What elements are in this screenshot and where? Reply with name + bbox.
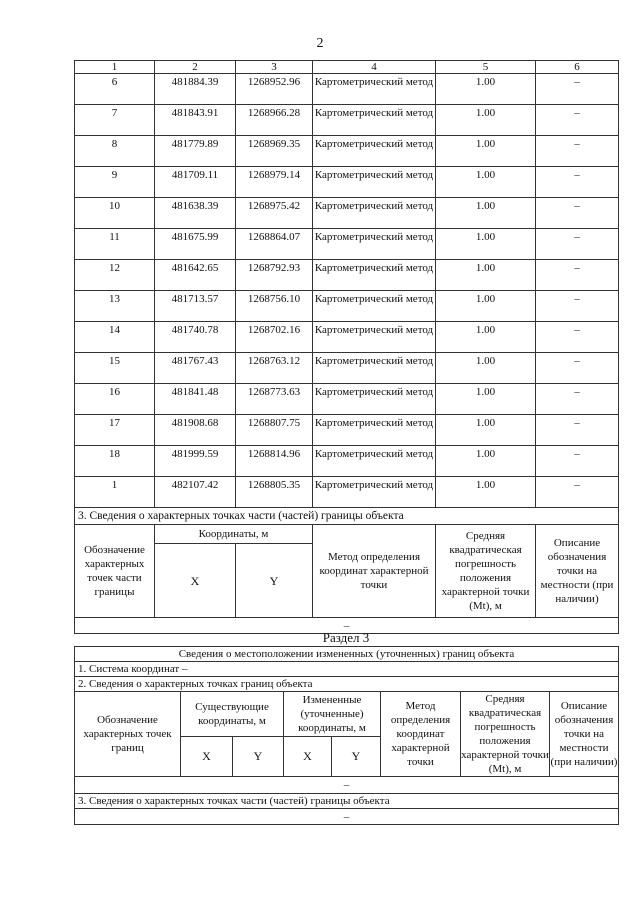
- point-number: 8: [75, 136, 155, 167]
- point-number: 6: [75, 74, 155, 105]
- table-row: [75, 291, 619, 322]
- coord-y: 1268969.35: [236, 136, 313, 167]
- header-description: Описание обозначения точки на местности (при наличии): [550, 692, 619, 777]
- point-number: 12: [75, 260, 155, 291]
- accuracy-cell: 1.00: [436, 260, 536, 291]
- description-cell: –: [536, 322, 619, 353]
- method-cell: Картометрический метод: [313, 74, 436, 105]
- section-title: Раздел 3: [322, 630, 370, 645]
- coord-y: 1268807.75: [236, 415, 313, 446]
- description-cell: –: [536, 229, 619, 260]
- header-point-name: Обозначение характерных точек части границы: [75, 525, 155, 618]
- column-number: 5: [436, 61, 536, 74]
- accuracy-cell: 1.00: [436, 477, 536, 508]
- method-cell: Картометрический метод: [313, 322, 436, 353]
- accuracy-cell: 1.00: [436, 322, 536, 353]
- description-cell: –: [536, 384, 619, 415]
- header-changed-coords: Измененные (уточненные) координаты, м: [284, 692, 381, 737]
- column-number: 3: [236, 61, 313, 74]
- header-description: Описание обозначения точки на местности (при наличии): [536, 525, 619, 618]
- coordinate-system-line: 1. Система координат –: [75, 662, 619, 677]
- method-cell: Картометрический метод: [313, 260, 436, 291]
- point-number: 16: [75, 384, 155, 415]
- method-cell: Картометрический метод: [313, 105, 436, 136]
- coord-x: 481999.59: [155, 446, 236, 477]
- header-accuracy: Средняя квадратическая погрешность положения характерной точки (Mt), м: [461, 693, 549, 775]
- table-row: [75, 415, 619, 446]
- point-number: 13: [75, 291, 155, 322]
- coord-x: 481767.43: [155, 353, 236, 384]
- column-number: 6: [536, 61, 619, 74]
- coord-y: 1268756.10: [236, 291, 313, 322]
- coord-x: 482107.42: [155, 477, 236, 508]
- method-cell: Картометрический метод: [313, 415, 436, 446]
- boundary-points-body: [75, 61, 619, 508]
- accuracy-cell: 1.00: [436, 167, 536, 198]
- point-number: 18: [75, 446, 155, 477]
- point-number: 1: [75, 477, 155, 508]
- coord-y: 1268805.35: [236, 477, 313, 508]
- description-cell: –: [536, 477, 619, 508]
- table-row: [75, 229, 619, 260]
- accuracy-cell: 1.00: [436, 446, 536, 477]
- table-row: [75, 167, 619, 198]
- part-points-block: [75, 508, 619, 634]
- header-point-name: Обозначение характерных точек границ: [75, 692, 181, 777]
- accuracy-cell: 1.00: [436, 353, 536, 384]
- table-row: [75, 384, 619, 415]
- coord-x: 481740.78: [155, 322, 236, 353]
- coord-y: 1268773.63: [236, 384, 313, 415]
- accuracy-cell: 1.00: [436, 229, 536, 260]
- description-cell: –: [536, 260, 619, 291]
- accuracy-cell: 1.00: [436, 291, 536, 322]
- table-row: [75, 136, 619, 167]
- coord-y: 1268792.93: [236, 260, 313, 291]
- table-row: [75, 74, 619, 105]
- method-cell: Картометрический метод: [313, 291, 436, 322]
- method-cell: Картометрический метод: [313, 198, 436, 229]
- table-row: [75, 322, 619, 353]
- column-number: 1: [75, 61, 155, 74]
- point-number: 15: [75, 353, 155, 384]
- changed-boundaries-title: Сведения о местоположении измененных (уточненных) границ объекта: [75, 647, 619, 662]
- column-number: 4: [313, 61, 436, 74]
- coord-y: 1268864.07: [236, 229, 313, 260]
- header-method: Метод определения координат характерной точки: [313, 525, 436, 618]
- boundary-points-table: [74, 60, 619, 634]
- coord-x: 481841.48: [155, 384, 236, 415]
- point-number: 10: [75, 198, 155, 229]
- column-number: 2: [155, 61, 236, 74]
- empty-mark: –: [75, 777, 619, 794]
- empty-mark: –: [75, 809, 619, 825]
- header-existing-y: Y: [233, 736, 284, 776]
- coord-x: 481642.65: [155, 260, 236, 291]
- column-number-row: [75, 61, 619, 74]
- description-cell: –: [536, 291, 619, 322]
- header-changed-x: X: [284, 736, 332, 776]
- part-points-title: 3. Сведения о характерных точках части (частей) границы объекта: [75, 508, 619, 525]
- header-existing-coords: Существующие координаты, м: [181, 692, 284, 737]
- accuracy-cell: 1.00: [436, 74, 536, 105]
- description-cell: –: [536, 167, 619, 198]
- method-cell: Картометрический метод: [313, 167, 436, 198]
- table-row: [75, 446, 619, 477]
- accuracy-cell: 1.00: [436, 136, 536, 167]
- description-cell: –: [536, 353, 619, 384]
- accuracy-cell: 1.00: [436, 105, 536, 136]
- point-number: 9: [75, 167, 155, 198]
- coord-x: 481675.99: [155, 229, 236, 260]
- table-row: [75, 477, 619, 508]
- header-method: Метод определения координат характерной точки: [381, 692, 461, 777]
- table-row: [75, 105, 619, 136]
- method-cell: Картометрический метод: [313, 353, 436, 384]
- method-cell: Картометрический метод: [313, 136, 436, 167]
- coord-x: 481709.11: [155, 167, 236, 198]
- coord-x: 481638.39: [155, 198, 236, 229]
- method-cell: Картометрический метод: [313, 446, 436, 477]
- description-cell: –: [536, 446, 619, 477]
- description-cell: –: [536, 198, 619, 229]
- table-row: [75, 260, 619, 291]
- header-changed-y: Y: [332, 736, 381, 776]
- accuracy-cell: 1.00: [436, 198, 536, 229]
- page-number: 2: [316, 36, 324, 51]
- coord-x: 481779.89: [155, 136, 236, 167]
- point-number: 11: [75, 229, 155, 260]
- coord-y: 1268702.16: [236, 322, 313, 353]
- coord-x: 481713.57: [155, 291, 236, 322]
- header-y: Y: [236, 544, 313, 618]
- header-coordinates: Координаты, м: [155, 525, 313, 544]
- changed-boundaries-table: [74, 646, 619, 825]
- method-cell: Картометрический метод: [313, 477, 436, 508]
- description-cell: –: [536, 105, 619, 136]
- accuracy-cell: 1.00: [436, 384, 536, 415]
- part-points-line: 3. Сведения о характерных точках части (частей) границы объекта: [75, 794, 619, 809]
- header-existing-x: X: [181, 736, 233, 776]
- table-row: [75, 353, 619, 384]
- description-cell: –: [536, 415, 619, 446]
- coord-y: 1268966.28: [236, 105, 313, 136]
- point-number: 17: [75, 415, 155, 446]
- coord-y: 1268979.14: [236, 167, 313, 198]
- description-cell: –: [536, 74, 619, 105]
- header-accuracy: Средняя квадратическая погрешность положения характерной точки (Mt), м: [436, 525, 536, 618]
- coord-y: 1268975.42: [236, 198, 313, 229]
- table-row: [75, 198, 619, 229]
- point-number: 14: [75, 322, 155, 353]
- boundary-points-line: 2. Сведения о характерных точках границ объекта: [75, 677, 619, 692]
- coord-y: 1268763.12: [236, 353, 313, 384]
- point-number: 7: [75, 105, 155, 136]
- header-x: X: [155, 544, 236, 618]
- accuracy-cell: 1.00: [436, 415, 536, 446]
- method-cell: Картометрический метод: [313, 384, 436, 415]
- coord-x: 481908.68: [155, 415, 236, 446]
- coord-y: 1268814.96: [236, 446, 313, 477]
- empty-mark: –: [75, 618, 619, 634]
- coord-y: 1268952.96: [236, 74, 313, 105]
- coord-x: 481843.91: [155, 105, 236, 136]
- method-cell: Картометрический метод: [313, 229, 436, 260]
- description-cell: –: [536, 136, 619, 167]
- coord-x: 481884.39: [155, 74, 236, 105]
